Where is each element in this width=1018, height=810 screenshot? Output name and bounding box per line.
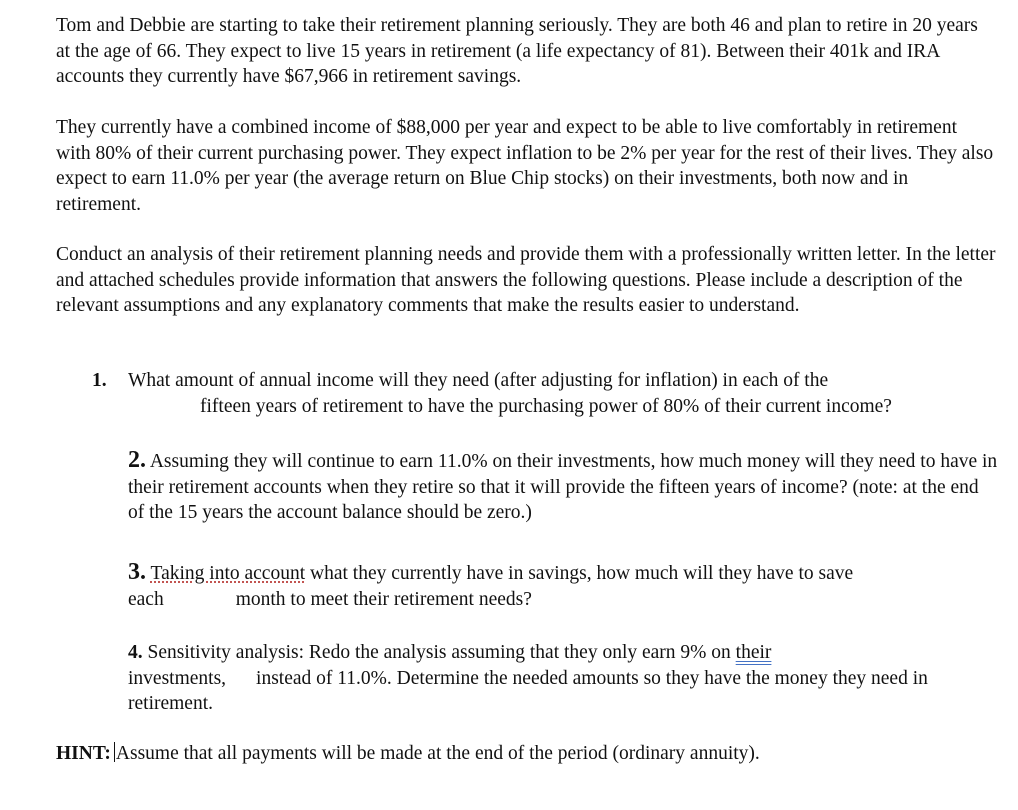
- instructions-paragraph: Conduct an analysis of their retirement planning needs and provide them with a professionally written letter. In the letter and attached schedules provide information that answers the following questions. Please include a description of the relevant assumptions and any explanatory comments that make the results easier to understand.: [56, 244, 996, 316]
- hint-text: Assume that all payments will be made at the end of the period (ordinary annuity).: [115, 743, 760, 764]
- question-3-word-each: each: [128, 588, 164, 610]
- question-2: [128, 448, 998, 526]
- income-paragraph: They currently have a combined income of $88,000 per year and expect to be able to live comfortably in retirement with 80% of their current purchasing power. They expect inflation to be 2% per year for the rest of their lives. They also expect to earn 11.0% per year (the average return on Blue Chip stocks) on their investments, both now and in retirement.: [56, 117, 994, 215]
- question-3-text-2: month to meet their retirement needs?: [235, 588, 532, 610]
- question-4: [128, 640, 998, 717]
- question-3-underlined-phrase: Taking into account: [150, 563, 306, 584]
- question-1-line-2: fifteen years of retirement to have the purchasing power of 80% of their current income?: [200, 395, 892, 417]
- hint-label: HINT:: [56, 743, 111, 764]
- question-3-number: 3.: [128, 559, 146, 585]
- question-1-number: 1.: [92, 370, 107, 391]
- question-1-line-1: What amount of annual income will they need (after adjusting for inflation) in each of the: [128, 370, 829, 391]
- question-4-text-1: Sensitivity analysis: Redo the analysis assuming that they only earn 9% on: [147, 642, 731, 663]
- text-cursor: [114, 742, 115, 762]
- question-3-text-1: what they currently have in savings, how much will they have to save: [310, 563, 854, 584]
- question-4-text-2: investments,: [128, 667, 227, 689]
- question-4-text-3: instead of 11.0%. Determine the needed amounts so they have the money they need in retirement.: [128, 667, 928, 714]
- hint-line: [56, 741, 996, 767]
- question-2-number: 2.: [128, 447, 146, 473]
- question-1: [92, 368, 992, 419]
- question-4-number: 4.: [128, 642, 143, 663]
- question-2-text: Assuming they will continue to earn 11.0% on their investments, how much money will they need to have in their retirement accounts when they retire so that it will provide the fifteen years of income? (note: at the end of the 15 years the account balance should be zero.): [128, 451, 998, 523]
- question-3: [128, 560, 998, 612]
- question-4-underlined-word: their: [735, 642, 772, 663]
- intro-paragraph: Tom and Debbie are starting to take their retirement planning seriously. They are both 46 and plan to retire in 20 years at the age of 66. They expect to live 15 years in retirement (a life expectancy of 81). Between their 401k and IRA accounts they currently have $67,966 in retirement savings.: [56, 15, 978, 87]
